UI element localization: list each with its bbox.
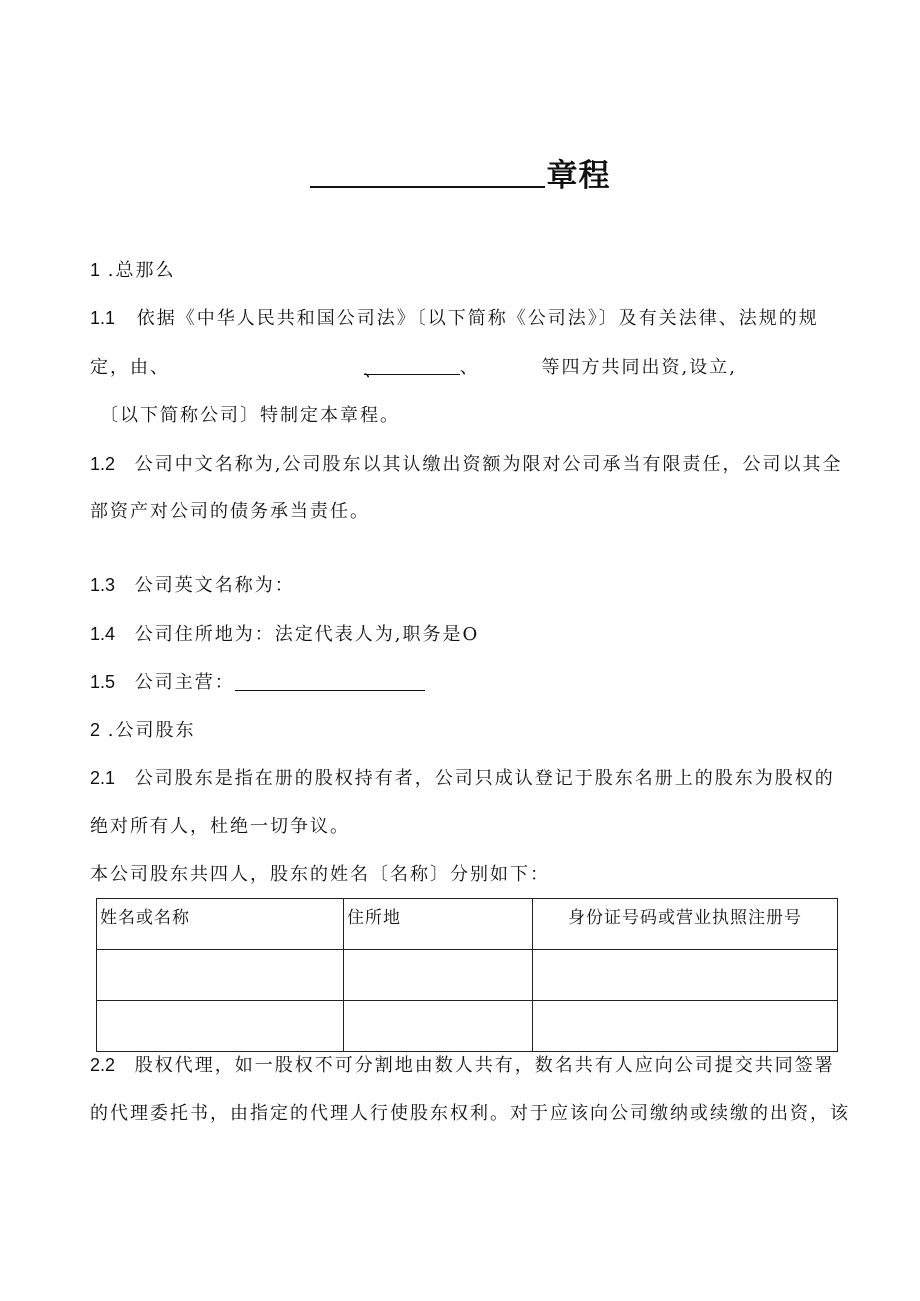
clause-2-1-line-2: 绝对所有人，杜绝一切争议。	[90, 816, 350, 837]
clause-1-5: 1.5 公司主营：	[90, 668, 425, 694]
table-header-row	[97, 899, 838, 950]
clause-1-2-line-1: 1.2 公司中文名称为,公司股东以其认缴出资额为限对公司承当有限责任，公司以其全	[90, 454, 843, 475]
page-title	[0, 150, 920, 195]
table-row	[97, 950, 838, 1001]
clause-2-2-line-1: 2.2 股权代理，如一股权不可分割地由数人共有，数名共有人应向公司提交共同签署	[90, 1055, 835, 1076]
title-suffix: 章程	[546, 158, 611, 194]
section-1-heading: 1 .总那么	[90, 260, 176, 281]
shareholder-table	[96, 898, 838, 1052]
table-cell[interactable]	[97, 1001, 344, 1052]
clause-1-2-line-2: 部资产对公司的债务承当责任。	[90, 501, 370, 522]
table-cell[interactable]	[533, 1001, 838, 1052]
clause-2-1-line-1: 2.1 公司股东是指在册的股权持有者，公司只成认登记于股东名册上的股东为股权的	[90, 768, 835, 789]
clause-1-3: 1.3 公司英文名称为：	[90, 575, 295, 596]
clause-2-2-line-2: 的代理委托书，由指定的代理人行使股东权利。对于应该向公司缴纳或续缴的出资，该	[90, 1103, 850, 1124]
table-cell[interactable]	[533, 950, 838, 1001]
clause-1-4: 1.4 公司住所地为：法定代表人为,职务是O	[90, 624, 480, 645]
table-cell[interactable]	[344, 950, 533, 1001]
table-row	[97, 1001, 838, 1052]
table-header-name: 姓名或名称	[97, 899, 344, 950]
business-scope-blank	[235, 672, 425, 691]
section-2-heading: 2 .公司股东	[90, 720, 196, 741]
table-header-id: 身份证号码或营业执照注册号	[533, 899, 838, 950]
table-cell[interactable]	[344, 1001, 533, 1052]
shareholder-blank-1: 、	[364, 356, 460, 375]
clause-2-1-line-3: 本公司股东共四人，股东的姓名〔名称〕分别如下：	[90, 864, 550, 885]
clause-1-1-line-2: 定，由、 、 、 等四方共同出资,设立,	[90, 357, 737, 381]
table-header-address: 住所地	[344, 899, 533, 950]
clause-1-1-line-1: 1.1 依据《中华人民共和国公司法》〔以下简称《公司法》〕及有关法律、法规的规	[90, 308, 819, 329]
clause-1-1-line-3: 〔以下简称公司〕特制定本章程。	[100, 405, 400, 426]
table-cell[interactable]	[97, 950, 344, 1001]
title-blank-underline	[310, 160, 545, 188]
